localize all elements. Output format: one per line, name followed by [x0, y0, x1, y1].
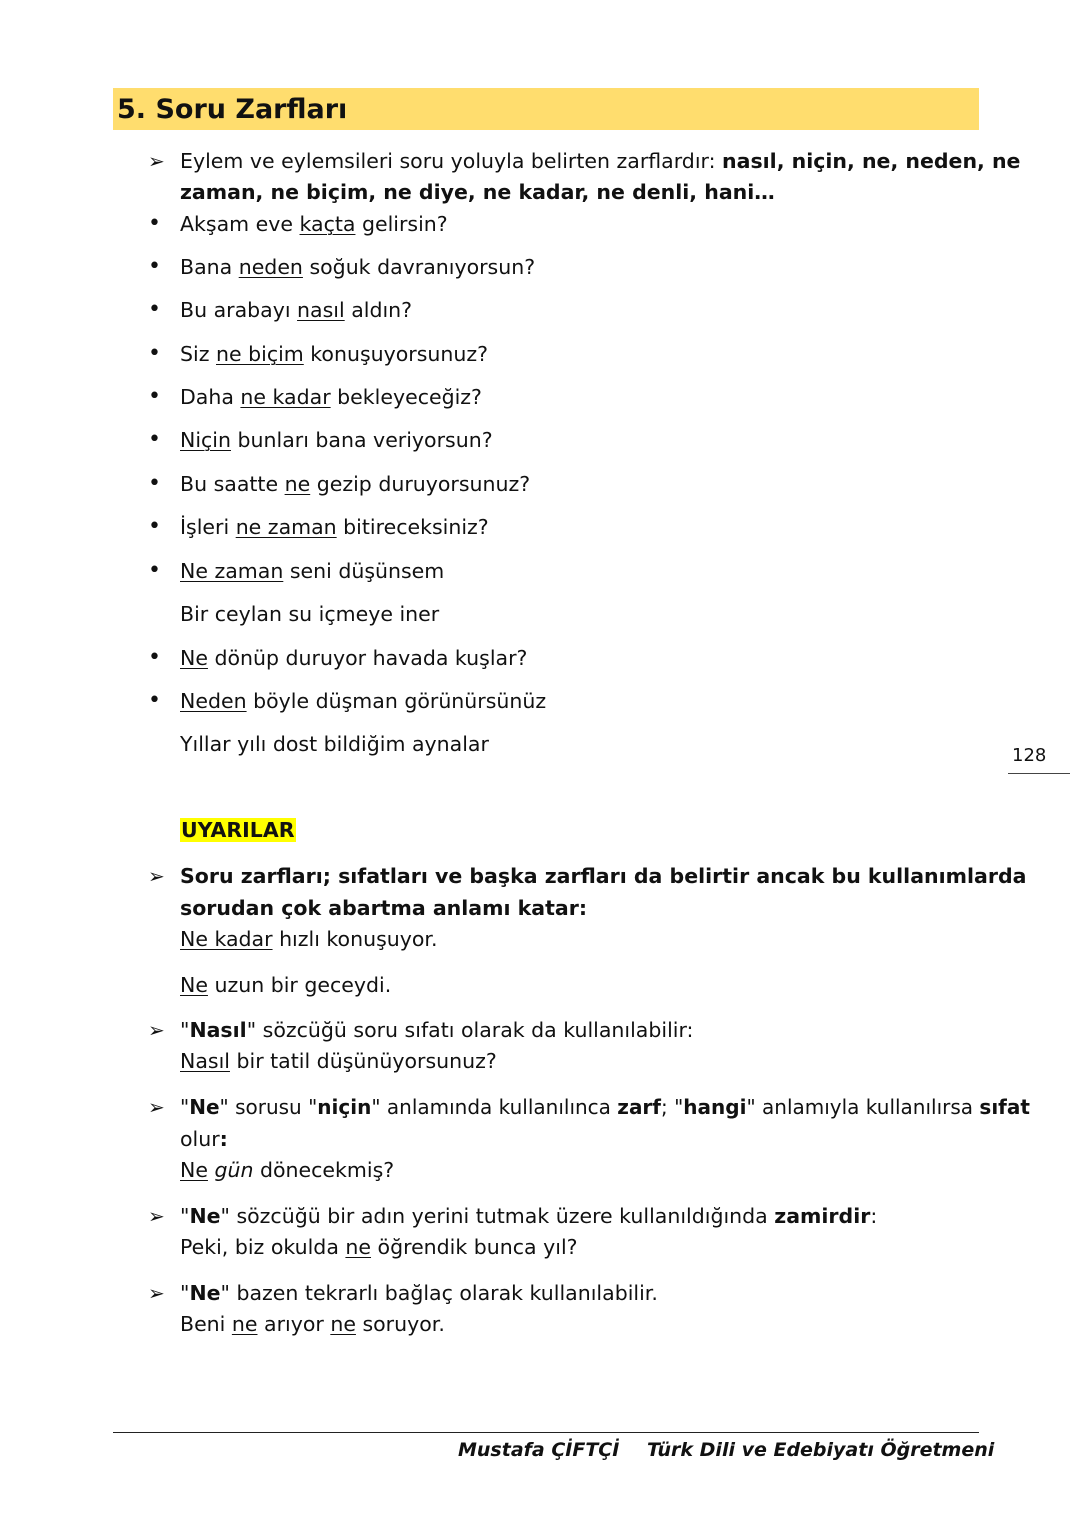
intro-line-1: Eylem ve eylemsileri soru yoluyla belirten zarflardır: nasıl, niçin, ne, neden, ne	[180, 149, 1021, 173]
bullet-icon: •	[148, 254, 161, 279]
section-title: 5. Soru Zarfları	[113, 88, 979, 130]
page-number: 128	[1008, 744, 1070, 774]
example-item: Bu saatte ne gezip duruyorsunuz?	[180, 472, 531, 496]
example-continuation: Bir ceylan su içmeye iner	[180, 602, 440, 626]
warning-4-example: Peki, biz okulda ne öğrendik bunca yıl?	[180, 1235, 578, 1259]
bullet-icon: •	[148, 471, 161, 496]
example-item: Bu arabayı nasıl aldın?	[180, 298, 413, 322]
warning-3-example: Ne gün dönecekmiş?	[180, 1158, 395, 1182]
example-item: İşleri ne zaman bitireceksiniz?	[180, 515, 489, 539]
bullet-icon: •	[148, 688, 161, 713]
footer-role: Türk Dili ve Edebiyatı Öğretmeni	[647, 1439, 995, 1461]
warning-2-example: Nasıl bir tatil düşünüyorsunuz?	[180, 1049, 497, 1073]
bullet-icon: •	[148, 341, 161, 366]
warning-5-line: "Ne" bazen tekrarlı bağlaç olarak kullanılabilir.	[180, 1281, 658, 1305]
arrow-bullet-icon: ➢	[148, 1095, 165, 1119]
intro-line-2: zaman, ne biçim, ne diye, ne kadar, ne denli, hani…	[180, 180, 775, 204]
bullet-icon: •	[148, 211, 161, 236]
arrow-bullet-icon: ➢	[148, 149, 165, 173]
warning-1-example-1: Ne kadar hızlı konuşuyor.	[180, 927, 438, 951]
footer-divider	[113, 1432, 979, 1433]
warning-1-line-1: Soru zarfları; sıfatları ve başka zarfları da belirtir ancak bu kullanımlarda	[180, 864, 1027, 888]
warning-3-line-1: "Ne" sorusu "niçin" anlamında kullanılınca zarf; "hangi" anlamıyla kullanılırsa sıfat	[180, 1095, 1030, 1119]
example-item: Ne zaman seni düşünsem	[180, 559, 445, 583]
bullet-icon: •	[148, 558, 161, 583]
warning-5-example: Beni ne arıyor ne soruyor.	[180, 1312, 445, 1336]
arrow-bullet-icon: ➢	[148, 864, 165, 888]
example-item: Siz ne biçim konuşuyorsunuz?	[180, 342, 489, 366]
example-item: Akşam eve kaçta gelirsin?	[180, 212, 448, 236]
bullet-icon: •	[148, 427, 161, 452]
warning-4-line: "Ne" sözcüğü bir adın yerini tutmak üzere kullanıldığında zamirdir:	[180, 1204, 878, 1228]
example-item: Daha ne kadar bekleyeceğiz?	[180, 385, 482, 409]
warning-3-line-2: olur:	[180, 1127, 228, 1151]
example-item: Bana neden soğuk davranıyorsun?	[180, 255, 536, 279]
bullet-icon: •	[148, 514, 161, 539]
bullet-icon: •	[148, 645, 161, 670]
bullet-icon: •	[148, 384, 161, 409]
warning-1-line-2: sorudan çok abartma anlamı katar:	[180, 896, 588, 920]
example-item: Niçin bunları bana veriyorsun?	[180, 428, 493, 452]
arrow-bullet-icon: ➢	[148, 1281, 165, 1305]
footer-author: Mustafa ÇİFTÇİ	[458, 1439, 620, 1461]
warning-1-example-2: Ne uzun bir geceydi.	[180, 973, 392, 997]
warnings-heading: UYARILAR	[181, 818, 295, 842]
arrow-bullet-icon: ➢	[148, 1018, 165, 1042]
example-item: Neden böyle düşman görünürsünüz	[180, 689, 547, 713]
bullet-icon: •	[148, 297, 161, 322]
warning-2-line: "Nasıl" sözcüğü soru sıfatı olarak da kullanılabilir:	[180, 1018, 694, 1042]
arrow-bullet-icon: ➢	[148, 1204, 165, 1228]
example-continuation: Yıllar yılı dost bildiğim aynalar	[180, 732, 489, 756]
example-item: Ne dönüp duruyor havada kuşlar?	[180, 646, 528, 670]
